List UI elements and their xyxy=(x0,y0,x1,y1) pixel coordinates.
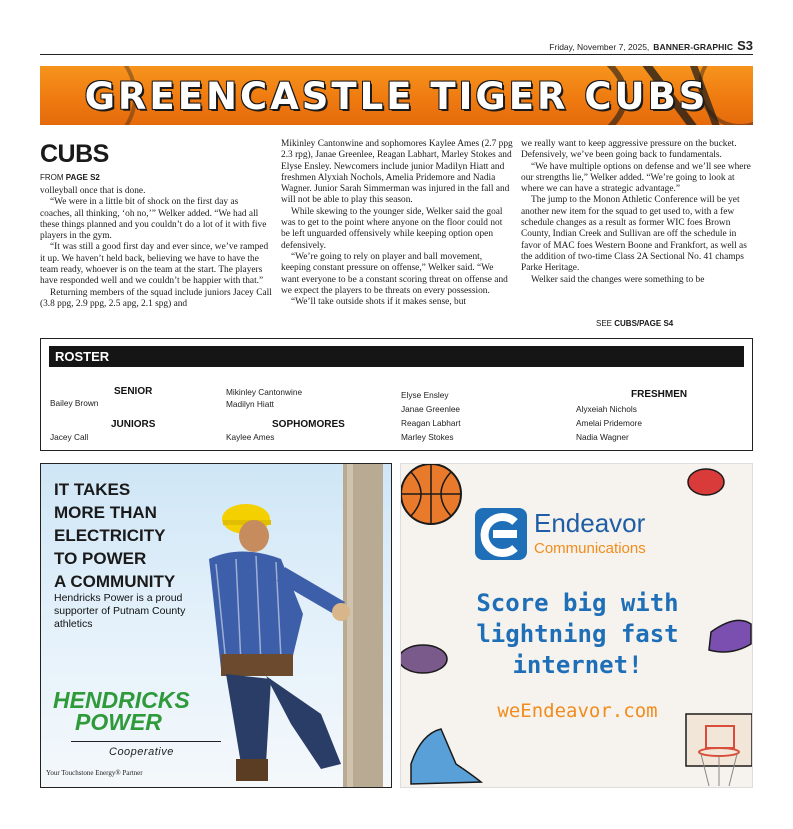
paragraph: volleyball once that is done. xyxy=(40,186,146,196)
ad-headline-line: IT TAKES xyxy=(54,480,131,499)
ad-body-text: Hendricks Power is a proud supporter of Putnam County athletics xyxy=(54,592,186,630)
paragraph: While skewing to the younger side, Welker said the goal was to get to the point where anyone on the floor could not be left unguarded offensively while keeping option open defensively. xyxy=(281,206,503,251)
roster-title: ROSTER xyxy=(49,346,744,367)
paragraph: we really want to keep aggressive pressure on the bucket. Defensively, we’ve been going back to fundamentals. xyxy=(521,139,737,161)
roster-name: Amelai Pridemore xyxy=(576,418,642,428)
logo-cooperative: Cooperative xyxy=(109,746,174,758)
page-folio xyxy=(549,38,753,53)
paragraph: “We were in a little bit of shock on the first day as coaches, all thinking, ‘oh no,’” Welker added. “We had all these things planned and you couldn’t do a lot of it with five players in the gym. xyxy=(40,197,267,242)
jump-from-line xyxy=(40,173,100,182)
paragraph: Mikinley Cantonwine and sophomores Kaylee Ames (2.7 ppg 2.3 rpg), Janae Greenlee, Reagan Labhart, Marley Stokes and Elyse Ensley. Newcomers include junior Madilyn Hiatt and freshmen Alyxiah Nochols, Amelia Pridemore and Nadia Wagner. Junior Sarah Simmerman was injured in the fall and will not be able to play this season. xyxy=(281,139,513,206)
roster-name: Madilyn Hiatt xyxy=(226,399,274,409)
folio-date: Friday, November 7, 2025, xyxy=(549,42,650,52)
endeavor-url: weEndeavor.com xyxy=(497,700,658,722)
roster-freshmen-heading: FRESHMEN xyxy=(631,389,688,400)
ad-headline-line: A COMMUNITY xyxy=(54,572,176,591)
slogan-line: Score big with xyxy=(476,589,679,617)
paragraph: “We have multiple options on defense and we’ll see where our strengths lie,” Welker added. “We’re going to look at where we can have a strategic advantage.” xyxy=(521,161,751,195)
ad-headline-line: ELECTRICITY xyxy=(54,526,166,545)
roster-juniors-heading: JUNIORS xyxy=(111,419,156,430)
story-column-3 xyxy=(521,139,753,286)
jump-to-line xyxy=(596,319,673,328)
section-banner xyxy=(40,66,753,125)
endeavor-slogan xyxy=(401,588,753,681)
roster-name: Alyxeiah Nichols xyxy=(576,404,637,414)
folio-page-number: S3 xyxy=(737,38,753,53)
logo-line-1: HENDRICKS xyxy=(53,687,190,713)
paragraph: The jump to the Monon Athletic Conference will be yet another new item for the squad to get used to, with a few schedule changes as a result as former WIC foes Brown County, Indian Creek and Sullivan are off the schedule in favor of MAC foes Western Boone and Frankfort, as well as the addition of two-time Class 2A Sectional No. 41 champs Parke Heritage. xyxy=(521,195,747,274)
paragraph: Welker said the changes were something to be xyxy=(531,274,705,285)
paragraph: Returning members of the squad include juniors Jacey Call (3.8 ppg, 2.9 ppg, 2.5 apg, 2.1 spg) and xyxy=(40,287,272,309)
paragraph: “It was still a good first day and ever since, we’ve ramped it up. We haven’t held back, believing we have to have the team ready, whoever is on the team at the start. The players have responded well and we couldn’t be happier with that.” xyxy=(40,242,269,287)
logo-line-2: POWER xyxy=(75,709,162,735)
ad-headline-line: TO POWER xyxy=(54,549,147,568)
story-headline: CUBS xyxy=(40,140,109,168)
endeavor-ad xyxy=(400,463,753,788)
roster-name: Kaylee Ames xyxy=(226,432,275,442)
folio-paper-name: BANNER-GRAPHIC xyxy=(653,42,734,52)
roster-name: Mikinley Cantonwine xyxy=(226,387,303,397)
roster-name: Reagan Labhart xyxy=(401,418,461,428)
roster-sophomores-heading: SOPHOMORES xyxy=(272,419,345,430)
roster-name: Jacey Call xyxy=(50,432,89,442)
roster-name: Janae Greenlee xyxy=(401,404,461,414)
logo-divider xyxy=(71,741,221,742)
story-column-2 xyxy=(281,139,513,308)
roster-name: Elyse Ensley xyxy=(401,390,449,400)
ad-tagline: Your Touchstone Energy® Partner xyxy=(46,769,143,777)
slogan-line: internet! xyxy=(512,651,643,679)
jump-from-page: PAGE S2 xyxy=(65,173,100,182)
ad-headline xyxy=(54,478,234,593)
story-column-1 xyxy=(40,186,272,310)
hendricks-power-ad xyxy=(40,463,392,788)
jump-from-label: FROM xyxy=(40,173,64,182)
roster-name: Marley Stokes xyxy=(401,432,454,442)
roster-name: Bailey Brown xyxy=(50,398,99,408)
banner-title: GREENCASTLE TIGER CUBS xyxy=(84,75,709,118)
paragraph: “We’ll take outside shots if it makes sense, but xyxy=(291,297,466,308)
see-page: CUBS/PAGE S4 xyxy=(614,319,674,328)
see-label: SEE xyxy=(596,319,613,328)
roster-box xyxy=(40,338,753,451)
ad-headline-line: MORE THAN xyxy=(54,503,157,522)
hendricks-power-logo xyxy=(53,689,190,733)
top-rule xyxy=(40,54,753,55)
endeavor-logo-sub: Communications xyxy=(534,540,646,557)
endeavor-logo-name: Endeavor xyxy=(534,508,646,538)
roster-senior-heading: SENIOR xyxy=(114,386,153,397)
paragraph: “We’re going to rely on player and ball movement, keeping constant pressure on offense,” Welker said. “We want everyone to be a constant scoring threat on offense and we expect the players to be threats on every possession. xyxy=(281,251,508,296)
roster-name: Nadia Wagner xyxy=(576,432,629,442)
slogan-line: lightning fast xyxy=(476,620,679,648)
